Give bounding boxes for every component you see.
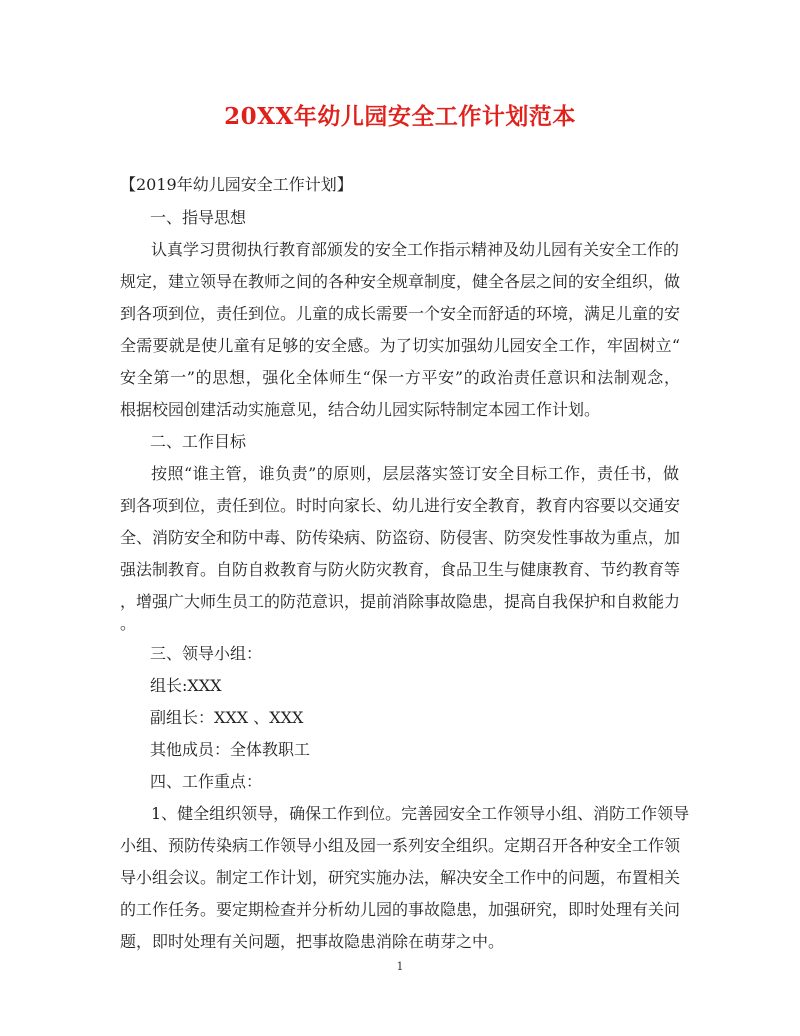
heading-leadership-group: 三、领导小组： [150,644,263,663]
paragraph-line: 按照“谁主管，谁负责”的原则，层层落实签订安全目标工作，责任书，做 [151,464,679,483]
paragraph-line: 小组、预防传染病工作领导小组及园一系列安全组织。定期召开各种安全工作领 [120,836,681,855]
paragraph-line: 认真学习贯彻执行教育部颁发的安全工作指示精神及幼儿园有关安全工作的 [151,240,680,259]
document-title: 20XX年幼儿园安全工作计划范本 [224,103,576,130]
paragraph-line: 规定，建立领导在教师之间的各种安全规章制度，健全各层之间的安全组织，做 [120,272,681,291]
paragraph-line: 强法制教育。自防自救教育与防火防灾教育，食品卫生与健康教育、节约教育等 [120,560,681,579]
group-leader: 组长:XXX [150,676,222,695]
heading-guiding-ideology: 一、指导思想 [150,208,247,227]
paragraph-line: 到各项到位，责任到位。儿童的成长需要一个安全而舒适的环境，满足儿童的安 [120,304,681,323]
heading-work-focus: 四、工作重点： [150,772,263,791]
paragraph-line: 全需要就是使儿童有足够的安全感。为了切实加强幼儿园安全工作，牢固树立“ [120,336,680,355]
deputy-leader: 副组长：XXX 、XXX [150,708,304,727]
paragraph-line: ，增强广大师生员工的防范意识，提前消除事故隐患，提高自我保护和自救能力 [120,592,681,611]
paragraph-line: 到各项到位，责任到位。时时向家长、幼儿进行安全教育，教育内容要以交通安 [120,496,681,515]
other-members: 其他成员：全体教职工 [150,740,311,759]
paragraph-line: 全、消防安全和防中毒、防传染病、防盗窃、防侵害、防突发性事故为重点，加 [120,528,681,547]
section-header-bracket: 【2019年幼儿园安全工作计划】 [120,175,353,194]
paragraph-line: 题，即时处理有关问题，把事故隐患消除在萌芽之中。 [120,932,505,951]
paragraph-line: 根据校园创建活动实施意见，结合幼儿园实际特制定本园工作计划。 [120,400,601,419]
heading-work-goals: 二、工作目标 [150,432,247,451]
paragraph-line: 。 [120,614,137,633]
paragraph-line: 1、健全组织领导，确保工作到位。完善园安全工作领导小组、消防工作领导 [151,804,690,823]
paragraph-line: 安全第一”的思想，强化全体师生“保一方平安”的政治责任意识和法制观念， [120,368,680,387]
paragraph-line: 的工作任务。要定期检查并分析幼儿园的事故隐患，加强研究，即时处理有关问 [120,900,681,919]
page-number: 1 [396,960,404,973]
paragraph-line: 导小组会议。制定工作计划，研究实施办法，解决安全工作中的问题，布置相关 [120,868,681,887]
